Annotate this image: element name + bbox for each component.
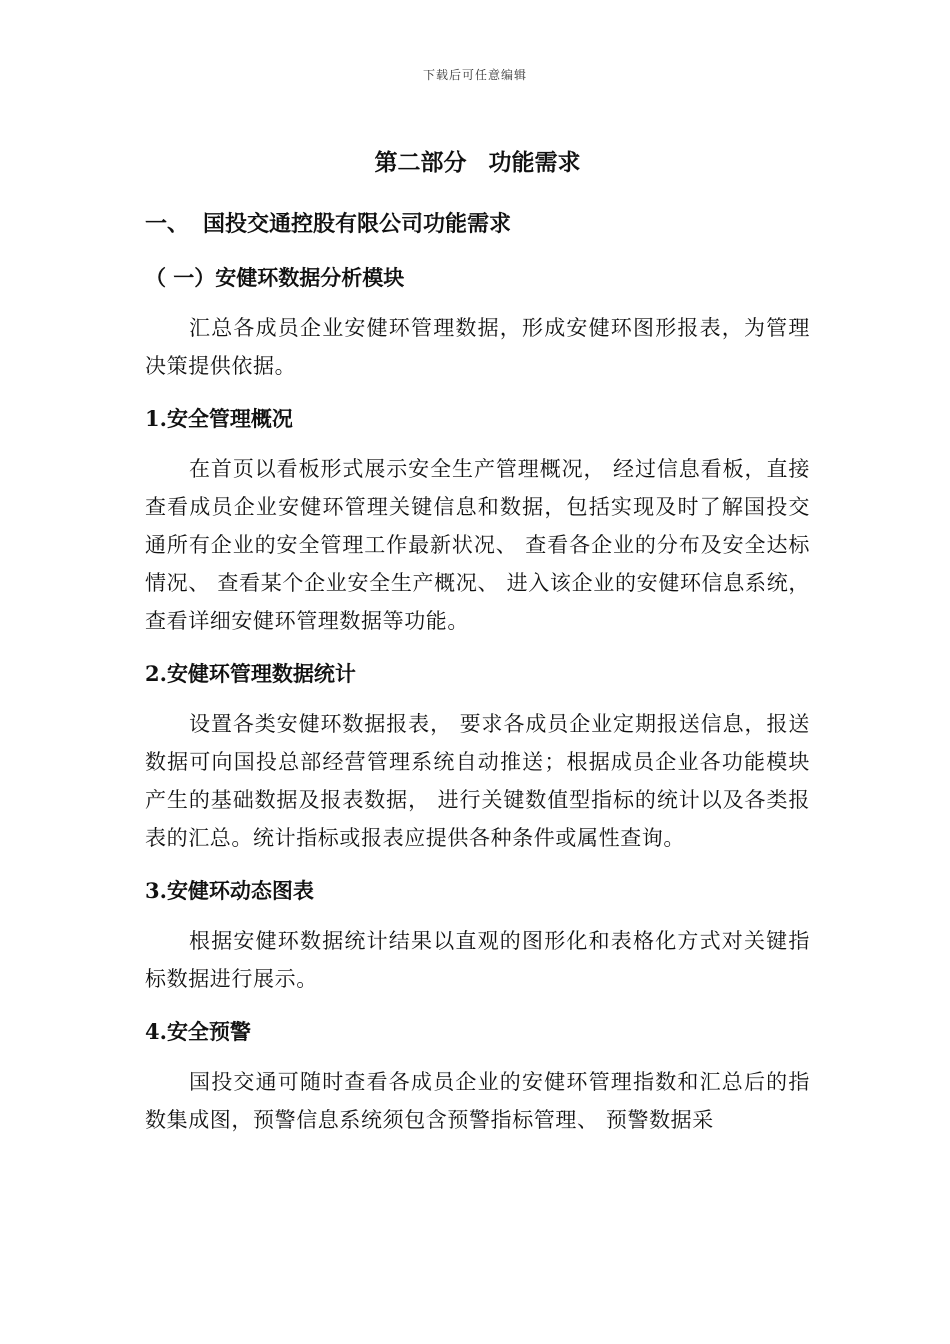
section-heading: [145, 208, 810, 242]
part-title-text: 功能需求: [488, 150, 581, 176]
section-number: 一、: [145, 212, 190, 237]
item-index: 3.: [145, 878, 167, 903]
document-body: [145, 140, 810, 1139]
intro-paragraph: 汇总各成员企业安健环管理数据，形成安健环图形报表，为管理决策提供依据。: [145, 316, 810, 378]
item-heading: [145, 874, 810, 908]
item-index: 4.: [145, 1019, 167, 1044]
item-heading: [145, 1015, 810, 1049]
part-label: 第二部分: [374, 150, 467, 176]
item-paragraph: 国投交通可随时查看各成员企业的安健环管理指数和汇总后的指数集成图，预警信息系统须包含预警指标管理、 预警数据采: [145, 1070, 810, 1132]
item-paragraph: 在首页以看板形式展示安全生产管理概况， 经过信息看板，直接查看成员企业安健环管理关键信息和数据，包括实现及时了解国投交通所有企业的安全管理工作最新状况、 查看各企业的分布及安全达标情况、 查看某个企业安全生产概况、 进入该企业的安健环信息系统，查看详细安健环管理数据等功能。: [145, 457, 810, 633]
item-heading: [145, 657, 810, 691]
item-title: 安健环管理数据统计: [166, 662, 356, 686]
section-title: 国投交通控股有限公司功能需求: [203, 212, 512, 237]
item-title: 安健环动态图表: [166, 879, 314, 903]
item-index: 1.: [145, 406, 167, 431]
item-title: 安全管理概况: [166, 407, 293, 431]
page-header-note: 下载后可任意编辑: [422, 68, 527, 82]
subsection-heading: （ 一）安健环数据分析模块: [145, 266, 405, 290]
part-title: [145, 146, 810, 180]
item-title: 安全预警: [166, 1020, 251, 1044]
item-paragraph: 设置各类安健环数据报表， 要求各成员企业定期报送信息，报送数据可向国投总部经营管理系统自动推送；根据成员企业各功能模块产生的基础数据及报表数据， 进行关键数值型指标的统计以及各类报表的汇总。统计指标或报表应提供各种条件或属性查询。: [145, 712, 810, 850]
item-heading: [145, 402, 810, 436]
item-index: 2.: [145, 661, 167, 686]
item-paragraph: 根据安健环数据统计结果以直观的图形化和表格化方式对关键指标数据进行展示。: [145, 929, 810, 991]
